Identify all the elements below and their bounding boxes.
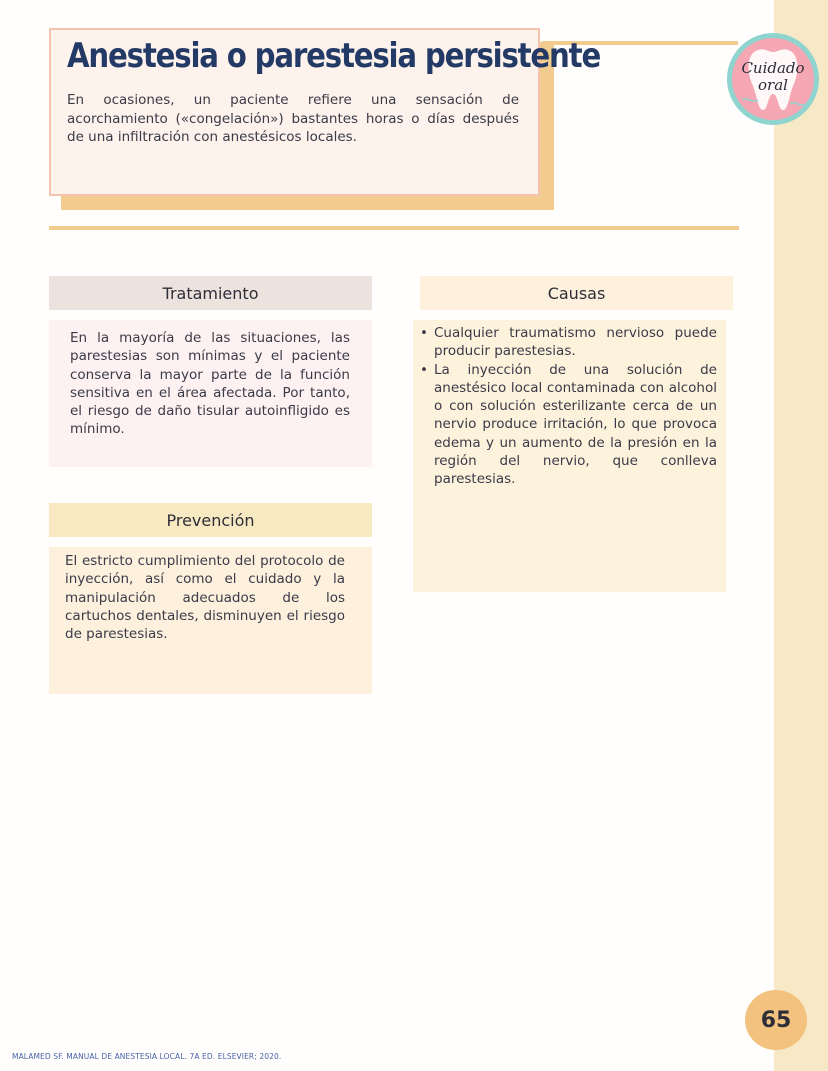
cuidado-oral-logo bbox=[727, 33, 819, 125]
intro-paragraph: En ocasiones, un paciente refiere una sensación de acorchamiento («congelación») bastantes horas o días después de una infiltración con anestésicos locales. bbox=[67, 92, 519, 145]
tratamiento-text: En la mayoría de las situaciones, las parestesias son mínimas y el paciente conserva la mayor parte de la función sensitiva en el área afectada. Por tanto, el riesgo de daño tisular autoinfligido es mínimo. bbox=[70, 330, 350, 438]
page-title: Anestesia o parestesia persistente bbox=[67, 36, 601, 76]
section-divider bbox=[49, 226, 739, 230]
logo-line-2: oral bbox=[758, 76, 788, 94]
title-box bbox=[49, 28, 601, 196]
list-item: • La inyección de una solución de anestésico local contaminada con alcohol o con solución esterilizante cerca de un nervio produce irritación, lo que provoca edema y un aumento de la presión en la región del nervio, que conlleva parestesias. bbox=[434, 361, 717, 489]
logo-text bbox=[732, 60, 814, 94]
list-item: • Cualquier traumatismo nervioso puede producir parestesias. bbox=[434, 324, 717, 361]
causas-panel bbox=[413, 320, 726, 592]
page-number: 65 bbox=[745, 990, 807, 1050]
side-strip bbox=[774, 0, 828, 1071]
tratamiento-heading: Tratamiento bbox=[49, 276, 372, 310]
footer-citation: MALAMED SF. MANUAL DE ANESTESIA LOCAL. 7A ED. ELSEVIER; 2020. bbox=[12, 1052, 282, 1061]
prevencion-heading: Prevención bbox=[49, 503, 372, 537]
prevencion-text: El estricto cumplimiento del protocolo de inyección, así como el cuidado y la manipulación adecuados de los cartuchos dentales, disminuyen el riesgo de parestesias. bbox=[65, 553, 345, 643]
logo-line-1: Cuidado bbox=[741, 59, 805, 77]
causas-list bbox=[413, 324, 717, 489]
logo-badge bbox=[732, 38, 814, 120]
causas-heading: Causas bbox=[420, 276, 733, 310]
prevencion-panel bbox=[49, 547, 372, 694]
tratamiento-panel bbox=[49, 320, 372, 467]
